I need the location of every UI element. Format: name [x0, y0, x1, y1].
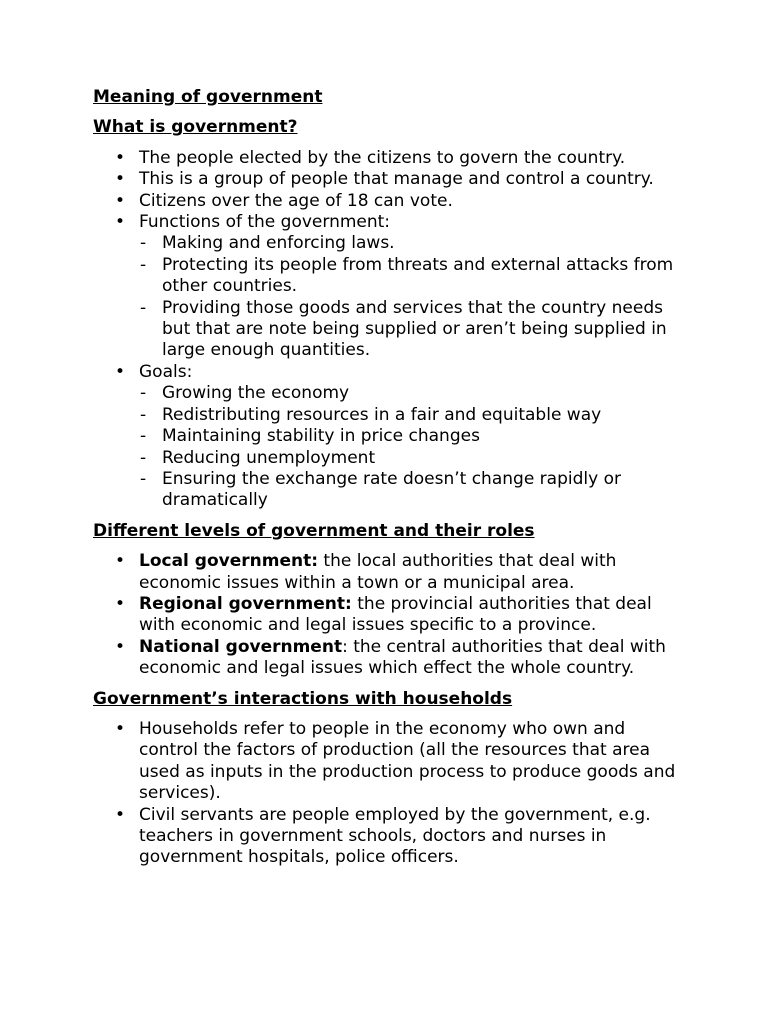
- bullet-icon: •: [115, 718, 126, 739]
- dash-icon: -: [140, 383, 147, 404]
- sublist-item: - Making and enforcing laws.: [140, 233, 395, 254]
- dash-icon: -: [140, 254, 147, 275]
- what-is-government-list: [93, 148, 683, 512]
- term-national-government: National government: [139, 636, 343, 657]
- sublist-item: - Providing those goods and services that the country needs but that are note being supplied or aren’t being supplied in large enough quantities.: [140, 297, 667, 361]
- sublist-item: - Growing the economy: [140, 383, 350, 404]
- dash-icon: -: [140, 447, 147, 468]
- bullet-icon: •: [115, 212, 126, 233]
- list-item: • This is a group of people that manage and control a country.: [115, 169, 654, 190]
- document-body: [93, 87, 683, 869]
- heading-levels-of-government: Different levels of government and their roles: [93, 520, 535, 541]
- list-item-local: • Local government: the local authorities that deal with economic issues within a town or a municipal area.: [115, 551, 617, 593]
- sublist-item: - Reducing unemployment: [140, 447, 376, 468]
- heading-what-is-government: What is government?: [93, 117, 298, 138]
- heading-meaning-of-government: Meaning of government: [93, 87, 323, 107]
- term-regional-government: Regional government:: [139, 593, 352, 614]
- list-item: • Citizens over the age of 18 can vote.: [115, 190, 453, 211]
- dash-icon: -: [140, 297, 147, 318]
- list-item-national: • National government: the central authorities that deal with economic and legal issues which effect the whole country.: [115, 636, 666, 679]
- dash-icon: -: [140, 233, 147, 254]
- heading-households: Government’s interactions with households: [93, 688, 513, 709]
- bullet-icon: •: [115, 361, 126, 382]
- bullet-icon: •: [115, 593, 126, 614]
- sublist-item: - Protecting its people from threats and external attacks from other countries.: [140, 254, 674, 297]
- list-item-regional: • Regional government: the provincial authorities that deal with economic and legal issues specific to a province.: [115, 593, 652, 636]
- bullet-icon: •: [115, 636, 126, 657]
- bullet-icon: •: [115, 169, 126, 190]
- goals-sublist: [139, 383, 683, 511]
- list-item-functions: • Functions of the government: - Making and enforcing laws. - Protecting its people from threats and external attacks from other countries. - Providing those goods and services that the country needs but that are note being supplied or aren’t being supplied in large enough quantities.: [93, 212, 683, 362]
- bullet-icon: •: [115, 147, 126, 168]
- term-local-government: Local government:: [139, 551, 319, 572]
- dash-icon: -: [140, 426, 147, 447]
- sublist-item: - Redistributing resources in a fair and equitable way: [140, 404, 602, 425]
- dash-icon: -: [140, 468, 147, 489]
- bullet-icon: •: [115, 551, 126, 572]
- sublist-item: - Ensuring the exchange rate doesn’t change rapidly or dramatically: [140, 468, 621, 511]
- bullet-icon: •: [115, 804, 126, 825]
- list-item-goals: • Goals: - Growing the economy - Redistributing resources in a fair and equitable way - Maintaining stability in price changes - Reducing unemployment - Ensuring the exchange rate doesn’t change rapidly or dramatically: [93, 362, 683, 512]
- list-item: • The people elected by the citizens to govern the country.: [115, 147, 626, 168]
- list-item: • Households refer to people in the economy who own and control the factors of production (all the resources that area used as inputs in the production process to produce goods and services).: [115, 718, 676, 804]
- list-item: • Civil servants are people employed by the government, e.g. teachers in government schools, doctors and nurses in government hospitals, police officers.: [115, 804, 651, 868]
- sublist-item: - Maintaining stability in price changes: [140, 426, 480, 447]
- households-list: [93, 719, 683, 869]
- bullet-icon: •: [115, 190, 126, 211]
- functions-sublist: [139, 233, 683, 361]
- levels-list: [93, 551, 683, 679]
- dash-icon: -: [140, 404, 147, 425]
